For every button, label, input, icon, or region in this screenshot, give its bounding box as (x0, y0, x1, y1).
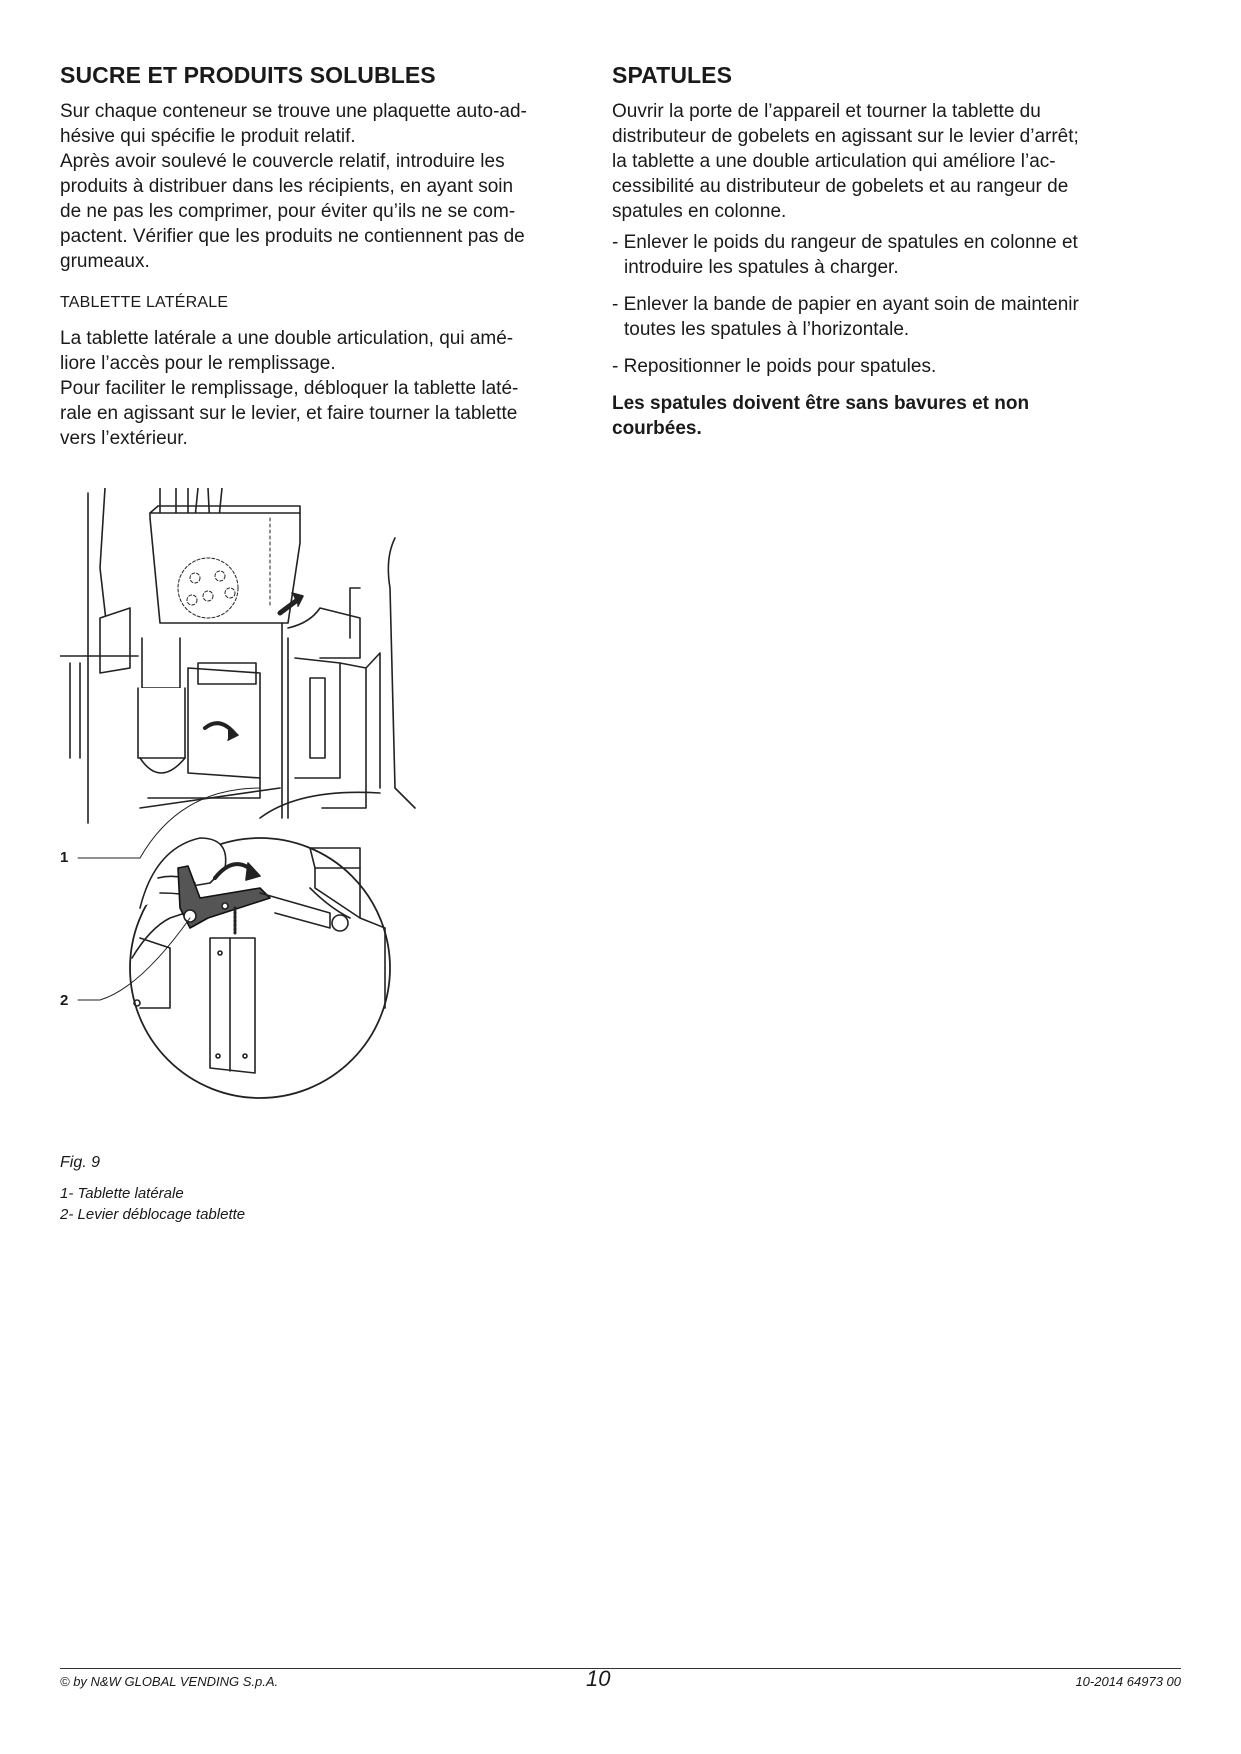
callout-2-label: 2 (60, 992, 69, 1009)
left-column (60, 62, 580, 451)
footer-copyright: © by N&W GLOBAL VENDING S.p.A. (60, 1674, 279, 1689)
legend-item-1: 1- Tablette latérale (60, 1185, 184, 1202)
paragraph-shelf-articulation: La tablette latérale a une double articulation, qui amé- liore l’accès pour le remplissage. (60, 328, 514, 374)
step-reposition-weight: - Repositionner le poids pour spatules. (612, 356, 937, 377)
heading-spatulas: SPATULES (612, 62, 733, 88)
note-spatulas-quality: Les spatules doivent être sans bavures et non courbées. (612, 393, 1030, 439)
step-remove-paper: - Enlever la bande de papier en ayant soin de maintenir toutes les spatules à l’horizontale. (612, 294, 1079, 340)
footer-divider (60, 1668, 1181, 1669)
page-number: 10 (586, 1666, 611, 1691)
figure-9-illustration (60, 488, 450, 1148)
right-column (612, 62, 1152, 441)
paragraph-shelf-release: Pour faciliter le remplissage, débloquer la tablette laté- rale en agissant sur le levier, et faire tourner la tablette vers l’extérieur. (60, 378, 519, 449)
paragraph-filling-instructions: Après avoir soulevé le couvercle relatif, introduire les produits à distribuer dans les récipients, en ayant soin de ne pas les comprimer, pour éviter qu’ils ne se com- pactent. Vérifier que les produits ne contiennent pas de grumeaux. (60, 151, 525, 272)
paragraph-container-label: Sur chaque conteneur se trouve une plaquette auto-ad- hésive qui spécifie le produit relatif. (60, 101, 527, 147)
footer-doc-reference: 10-2014 64973 00 (1075, 1674, 1181, 1689)
legend-item-2: 2- Levier déblocage tablette (60, 1206, 246, 1223)
subheading-side-shelf: TABLETTE LATÉRALE (60, 294, 229, 311)
paragraph-open-door: Ouvrir la porte de l’appareil et tourner la tablette du distributeur de gobelets en agissant sur le levier d’arrêt; la tablette a une double articulation qui améliore l’ac- cessibilité au distributeur de gobelets et au rangeur de spatules en colonne. (612, 101, 1079, 222)
step-remove-weight: - Enlever le poids du rangeur de spatules en colonne et introduire les spatules à charger. (612, 232, 1078, 278)
callout-1-label: 1 (60, 849, 69, 866)
heading-sugar-solubles: SUCRE ET PRODUITS SOLUBLES (60, 62, 436, 88)
figure-caption: Fig. 9 (60, 1154, 101, 1171)
